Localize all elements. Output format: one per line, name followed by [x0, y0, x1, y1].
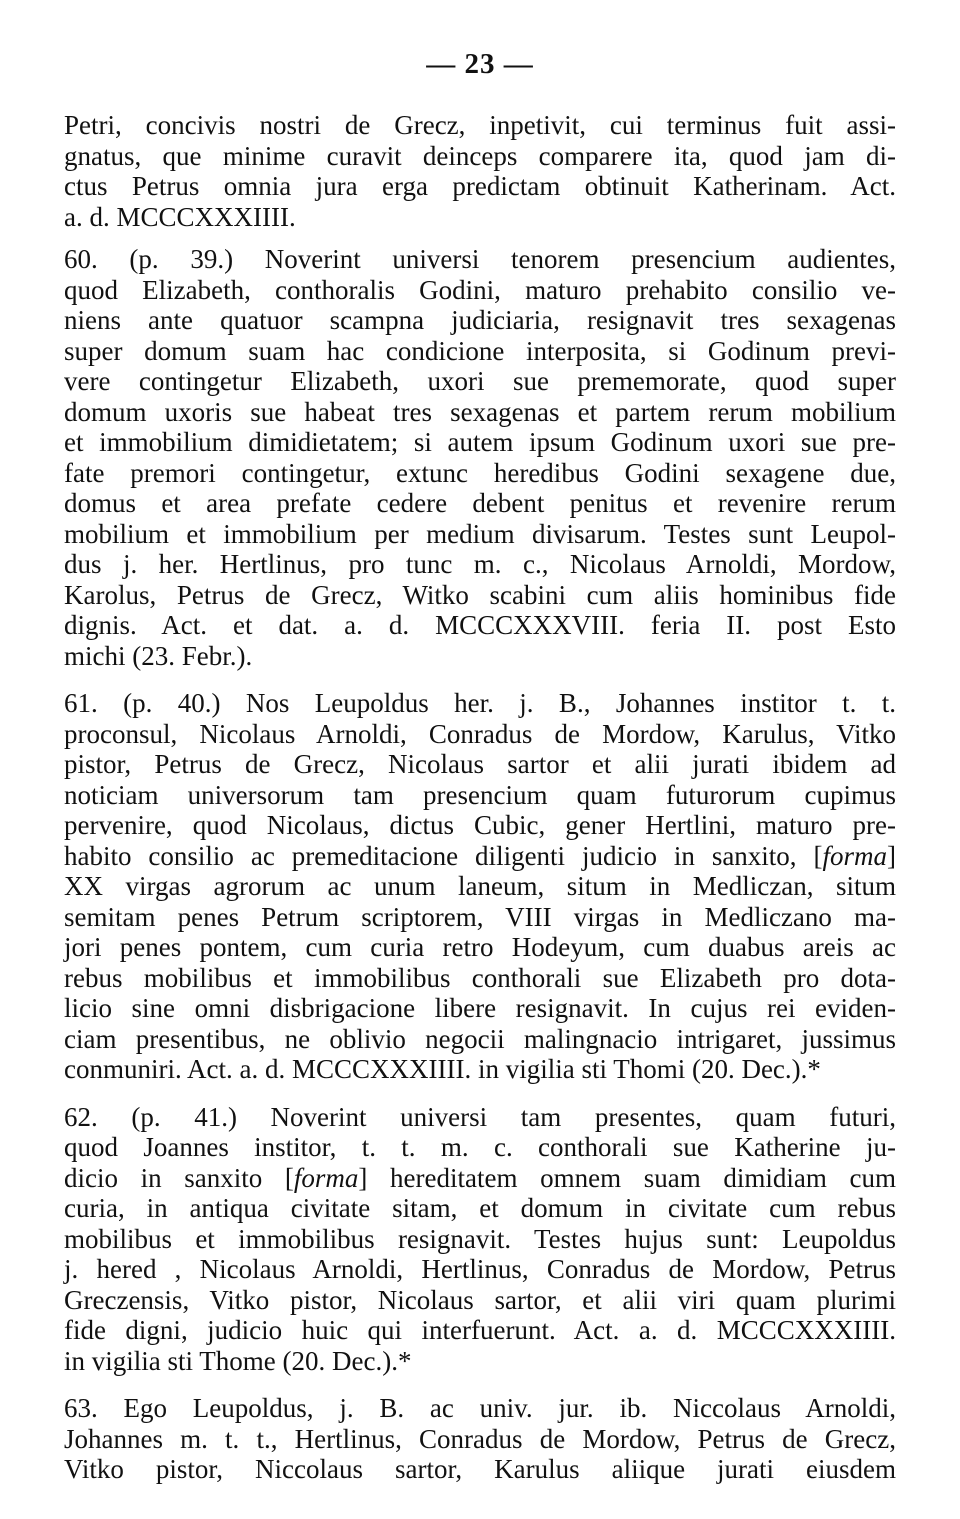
document-page [64, 44, 896, 1485]
text-line: mobilibus et immobilibus resignavit. Testes hujus sunt: Leupoldus [64, 1223, 896, 1254]
text-line: a. d. MCCCXXXIIII. [64, 201, 296, 232]
text-line: fate premori contingetur, extunc heredibus Godini sexagene due, [64, 457, 896, 488]
paragraph-59-continuation [64, 110, 896, 232]
text-line: fide digni, judicio huic qui interfuerunt. Act. a. d. MCCCXXXIIII. [64, 1315, 896, 1345]
text-line: gnatus, que minime curavit deinceps comparere ita, quod jam di- [64, 140, 896, 171]
text-line: noticiam universorum tam presencium quam futurorum cupimus [64, 779, 896, 810]
text-line: dignis. Act. et dat. a. d. MCCCXXXVIII. feria II. post Esto [64, 610, 896, 640]
text-line: 61. (p. 40.) Nos Leupoldus her. j. B., Johannes institor t. t. [64, 688, 896, 718]
text-line: Karolus, Petrus de Grecz, Witko scabini cum aliis hominibus fide [64, 579, 896, 610]
text-line: pervenire, quod Nicolaus, dictus Cubic, gener Hertlini, maturo pre- [64, 810, 896, 840]
text-line: curia, in antiqua civitate sitam, et domum in civitate cum rebus [64, 1193, 896, 1223]
text-line: proconsul, Nicolaus Arnoldi, Conradus de Mordow, Karulus, Vitko [64, 718, 896, 749]
text-line: Johannes m. t. t., Hertlinus, Conradus de Mordow, Petrus de Grecz, [64, 1423, 896, 1454]
text-line: XX virgas agrorum ac unum laneum, situm in Medliczan, situm [64, 871, 896, 901]
text-line: jori penes pontem, cum curia retro Hodeyum, cum duabus areis ac [64, 932, 896, 962]
italic-term: forma [822, 840, 887, 871]
text-line: j. hered , Nicolaus Arnoldi, Hertlinus, Conradus de Mordow, Petrus [64, 1254, 896, 1284]
text-line: Petri, concivis nostri de Grecz, inpetivit, cui terminus fuit assi- [64, 110, 896, 140]
page-number: — 23 — [426, 48, 534, 80]
text-line: 62. (p. 41.) Noverint universi tam presentes, quam futuri, [64, 1101, 896, 1132]
text-line: mobilium et immobilium per medium divisarum. Testes sunt Leupol- [64, 518, 896, 549]
text-line: quod Elizabeth, conthoralis Godini, maturo prehabito consilio ve- [64, 274, 896, 305]
text-line: domus et area prefate cedere debent penitus et revenire rerum [64, 488, 896, 518]
text-line: rebus mobilibus et immobilibus conthorali sue Elizabeth pro dota- [64, 962, 896, 993]
text-line: ciam presentibus, ne oblivio negocii malingnacio intrigaret, jussimus [64, 1023, 896, 1054]
text-line: quod Joannes institor, t. t. m. c. conthorali sue Katherine ju- [64, 1132, 896, 1162]
text-line: semitam penes Petrum scriptorem, VIII virgas in Medliczano ma- [64, 901, 896, 932]
text-line: 63. Ego Leupoldus, j. B. ac univ. jur. ib. Niccolaus Arnoldi, [64, 1393, 896, 1423]
text-line: vere contingetur Elizabeth, uxori sue prememorate, quod super [64, 366, 896, 396]
text-line: licio sine omni disbrigacione libere resignavit. In cujus rei eviden- [64, 993, 896, 1023]
text-line: pistor, Petrus de Grecz, Nicolaus sartor et alii jurati ibidem ad [64, 749, 896, 779]
text-line: Greczensis, Vitko pistor, Nicolaus sartor, et alii viri quam plurimi [64, 1284, 896, 1315]
paragraph-61 [64, 688, 896, 1085]
text-line: dicio in sanxito [forma] hereditatem omnem suam dimidiam cum [64, 1162, 897, 1193]
text-line: conmuniri. Act. a. d. MCCCXXXIIII. in vigilia sti Thomi (20. Dec.).* [64, 1054, 821, 1084]
text-line: super domum suam hac condicione interposita, si Godinum previ- [64, 335, 896, 366]
text-line: niens ante quatuor scampna judiciaria, resignavit tres sexagenas [64, 305, 896, 335]
paragraph-62 [64, 1102, 896, 1377]
paragraph-60 [64, 244, 896, 671]
text-line: domum uxoris sue habeat tres sexagenas et partem rerum mobilium [64, 396, 896, 427]
italic-term: forma [293, 1162, 359, 1193]
text-line: dus j. her. Hertlinus, pro tunc m. c., Nicolaus Arnoldi, Mordow, [64, 549, 896, 579]
text-line: Vitko pistor, Niccolaus sartor, Karulus aliique jurati eiusdem [64, 1454, 896, 1484]
text-line: 60. (p. 39.) Noverint universi tenorem presencium audientes, [64, 244, 896, 274]
text-line: et immobilium dimidietatem; si autem ipsum Godinum uxori sue pre- [64, 427, 896, 457]
text-line: michi (23. Febr.). [64, 640, 253, 671]
text-line: habito consilio ac premeditacione diligenti judicio in sanxito, [forma] [64, 840, 896, 871]
text-line: in vigilia sti Thome (20. Dec.).* [64, 1345, 412, 1376]
text-line: ctus Petrus omnia jura erga predictam obtinuit Katherinam. Act. [64, 171, 896, 201]
paragraph-63 [64, 1393, 896, 1485]
